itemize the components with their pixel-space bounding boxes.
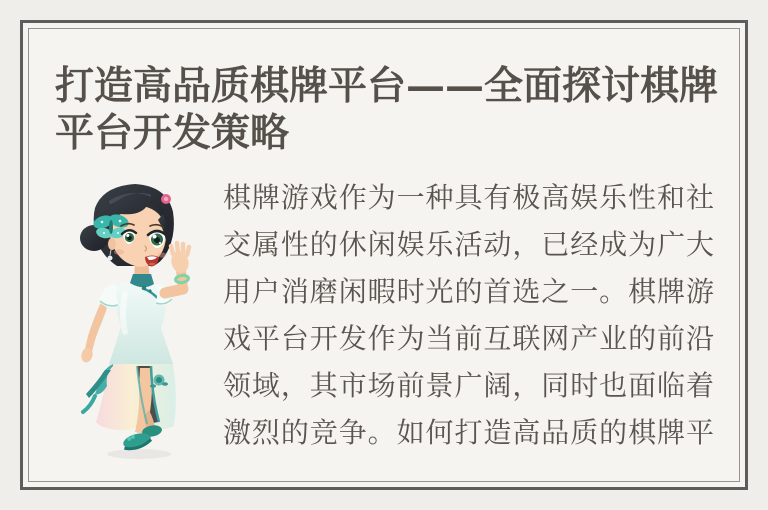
body-line-5: 领域，其市场前景广阔，同时也面临着 (223, 369, 714, 402)
body-line-2: 交属性的休闲娱乐活动，已经成为广大 (223, 228, 714, 261)
qipao-girl-illustration (55, 174, 215, 462)
qipao-skirt (83, 364, 176, 434)
article-title-line-2: 平台开发策略 (55, 110, 290, 156)
right-arm-raised (165, 243, 191, 293)
article-content-row (55, 174, 714, 462)
ear (108, 238, 116, 250)
ground-shadow (107, 449, 171, 459)
body-line-3: 用户消磨闲暇时光的首选之一。棋牌游 (223, 275, 714, 308)
left-arm (80, 302, 107, 364)
article-frame-inner (28, 28, 740, 482)
qipao-girl-svg (55, 174, 215, 462)
article-title (55, 63, 719, 157)
article-frame (20, 20, 748, 490)
body-line-6: 激烈的竞争。如何打造高品质的棋牌平 (223, 416, 714, 449)
article-title-line-1: 打造高品质棋牌平台——全面探讨棋牌 (55, 63, 719, 109)
hair-flower (161, 194, 171, 204)
body-line-1: 棋牌游戏作为一种具有极高娱乐性和社 (223, 181, 714, 214)
body-line-4: 戏平台开发作为当前互联网产业的前沿 (223, 322, 714, 355)
article-body (223, 174, 714, 456)
